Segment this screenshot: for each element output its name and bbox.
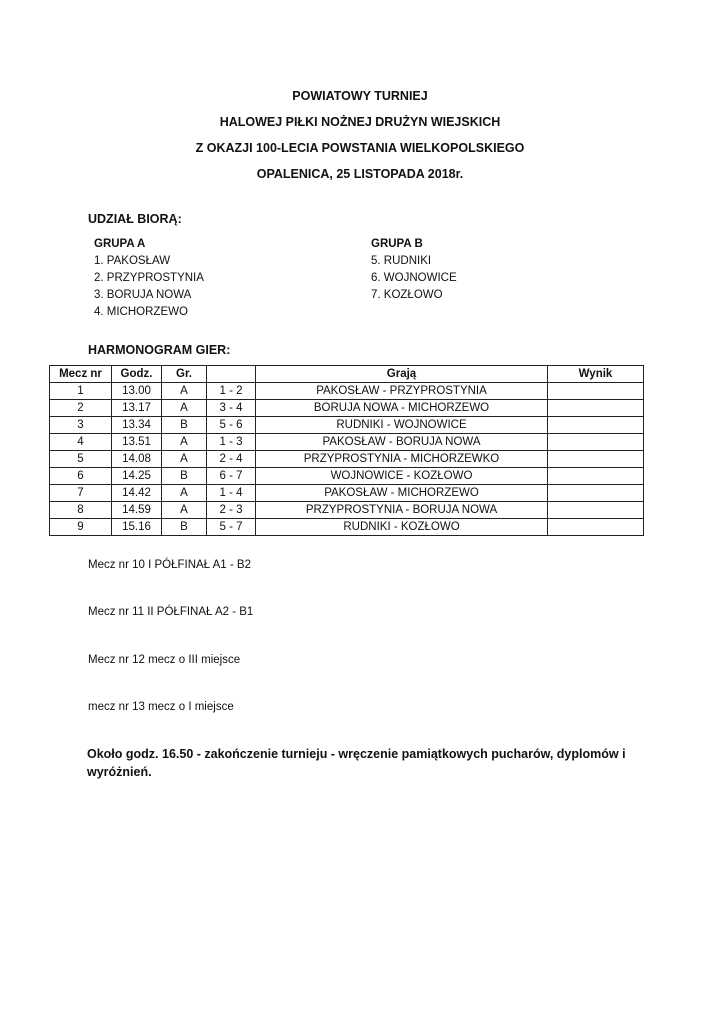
cell-match-no: 2 bbox=[50, 400, 112, 417]
participants-title: UDZIAŁ BIORĄ: bbox=[88, 212, 182, 226]
cell-match-no: 1 bbox=[50, 383, 112, 400]
team-item: 7. KOZŁOWO bbox=[371, 289, 443, 301]
cell-pairing: 6 - 7 bbox=[207, 468, 256, 485]
title-line-2: HALOWEJ PIŁKI NOŻNEJ DRUŻYN WIEJSKICH bbox=[219, 115, 501, 129]
cell-time: 14.08 bbox=[112, 451, 162, 468]
cell-match-no: 4 bbox=[50, 434, 112, 451]
schedule-table bbox=[49, 365, 644, 536]
note-final: mecz nr 13 mecz o I miejsce bbox=[88, 701, 234, 713]
closing-text: Około godz. 16.50 - zakończenie turnieju - wręczenie pamiątkowych pucharów, dyplomów i wyróżnień. bbox=[87, 747, 626, 779]
cell-group: A bbox=[162, 400, 207, 417]
cell-match-no: 9 bbox=[50, 519, 112, 536]
col-header-result: Wynik bbox=[548, 366, 644, 383]
cell-time: 13.00 bbox=[112, 383, 162, 400]
cell-teams: PRZYPROSTYNIA - MICHORZEWKO bbox=[256, 451, 548, 468]
table-row bbox=[50, 485, 644, 502]
cell-pairing: 3 - 4 bbox=[207, 400, 256, 417]
title-line-3: Z OKAZJI 100-LECIA POWSTANIA WIELKOPOLSKIEGO bbox=[195, 141, 525, 155]
cell-pairing: 1 - 4 bbox=[207, 485, 256, 502]
cell-result bbox=[548, 451, 644, 468]
cell-time: 13.51 bbox=[112, 434, 162, 451]
cell-teams: PAKOSŁAW - BORUJA NOWA bbox=[256, 434, 548, 451]
cell-result bbox=[548, 434, 644, 451]
table-header-row bbox=[50, 366, 644, 383]
cell-teams: RUDNIKI - KOZŁOWO bbox=[256, 519, 548, 536]
table-row bbox=[50, 434, 644, 451]
cell-teams: PRZYPROSTYNIA - BORUJA NOWA bbox=[256, 502, 548, 519]
col-header-pairing bbox=[207, 366, 256, 383]
group-b-title: GRUPA B bbox=[371, 238, 423, 250]
cell-group: A bbox=[162, 451, 207, 468]
group-b-teams bbox=[371, 253, 457, 304]
group-a bbox=[94, 236, 204, 321]
cell-group: B bbox=[162, 468, 207, 485]
cell-result bbox=[548, 485, 644, 502]
cell-group: B bbox=[162, 519, 207, 536]
table-row bbox=[50, 502, 644, 519]
table-row bbox=[50, 383, 644, 400]
cell-time: 13.17 bbox=[112, 400, 162, 417]
cell-pairing: 1 - 2 bbox=[207, 383, 256, 400]
cell-result bbox=[548, 383, 644, 400]
cell-time: 14.59 bbox=[112, 502, 162, 519]
cell-match-no: 3 bbox=[50, 417, 112, 434]
cell-teams: RUDNIKI - WOJNOWICE bbox=[256, 417, 548, 434]
title-line-1: POWIATOWY TURNIEJ bbox=[292, 89, 428, 103]
cell-result bbox=[548, 417, 644, 434]
team-item: 1. PAKOSŁAW bbox=[94, 255, 171, 267]
cell-group: B bbox=[162, 417, 207, 434]
cell-pairing: 5 - 6 bbox=[207, 417, 256, 434]
team-item: 6. WOJNOWICE bbox=[371, 272, 457, 284]
table-row bbox=[50, 451, 644, 468]
note-third-place: Mecz nr 12 mecz o III miejsce bbox=[88, 654, 241, 666]
table-row bbox=[50, 400, 644, 417]
cell-pairing: 2 - 3 bbox=[207, 502, 256, 519]
cell-time: 14.25 bbox=[112, 468, 162, 485]
col-header-time: Godz. bbox=[112, 366, 162, 383]
group-a-title: GRUPA A bbox=[94, 238, 146, 250]
cell-group: A bbox=[162, 485, 207, 502]
cell-result bbox=[548, 468, 644, 485]
cell-pairing: 5 - 7 bbox=[207, 519, 256, 536]
group-b bbox=[371, 236, 457, 304]
cell-match-no: 6 bbox=[50, 468, 112, 485]
cell-teams: WOJNOWICE - KOZŁOWO bbox=[256, 468, 548, 485]
team-item: 3. BORUJA NOWA bbox=[94, 289, 192, 301]
cell-match-no: 7 bbox=[50, 485, 112, 502]
col-header-group: Gr. bbox=[162, 366, 207, 383]
cell-match-no: 5 bbox=[50, 451, 112, 468]
cell-group: A bbox=[162, 434, 207, 451]
table-row bbox=[50, 468, 644, 485]
cell-time: 15.16 bbox=[112, 519, 162, 536]
cell-pairing: 2 - 4 bbox=[207, 451, 256, 468]
note-semifinal-1: Mecz nr 10 I PÓŁFINAŁ A1 - B2 bbox=[88, 559, 251, 571]
note-semifinal-2: Mecz nr 11 II PÓŁFINAŁ A2 - B1 bbox=[88, 606, 254, 618]
cell-time: 13.34 bbox=[112, 417, 162, 434]
cell-result bbox=[548, 502, 644, 519]
schedule-body bbox=[50, 383, 644, 536]
title-line-4: OPALENICA, 25 LISTOPADA 2018r. bbox=[256, 167, 464, 181]
col-header-teams: Grają bbox=[256, 366, 548, 383]
cell-group: A bbox=[162, 502, 207, 519]
team-item: 4. MICHORZEWO bbox=[94, 306, 188, 318]
cell-pairing: 1 - 3 bbox=[207, 434, 256, 451]
cell-time: 14.42 bbox=[112, 485, 162, 502]
table-row bbox=[50, 417, 644, 434]
cell-group: A bbox=[162, 383, 207, 400]
cell-match-no: 8 bbox=[50, 502, 112, 519]
team-item: 5. RUDNIKI bbox=[371, 255, 432, 267]
cell-result bbox=[548, 400, 644, 417]
cell-teams: BORUJA NOWA - MICHORZEWO bbox=[256, 400, 548, 417]
cell-result bbox=[548, 519, 644, 536]
schedule-title: HARMONOGRAM GIER: bbox=[88, 343, 231, 357]
group-a-teams bbox=[94, 253, 204, 321]
table-row bbox=[50, 519, 644, 536]
cell-teams: PAKOSŁAW - MICHORZEWO bbox=[256, 485, 548, 502]
team-item: 2. PRZYPROSTYNIA bbox=[94, 272, 204, 284]
col-header-match-no: Mecz nr bbox=[50, 366, 112, 383]
cell-teams: PAKOSŁAW - PRZYPROSTYNIA bbox=[256, 383, 548, 400]
